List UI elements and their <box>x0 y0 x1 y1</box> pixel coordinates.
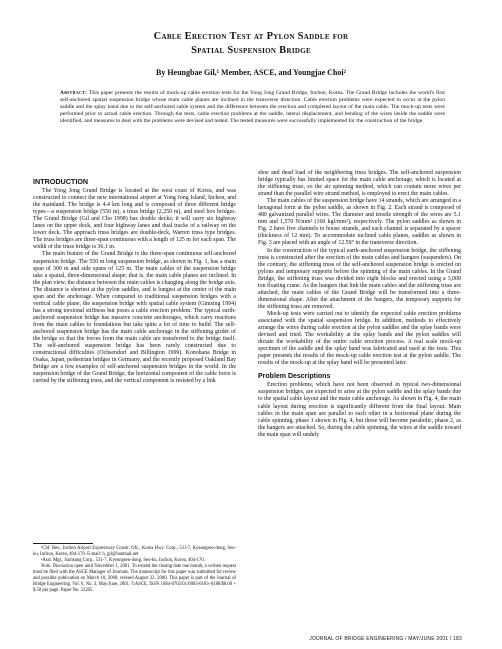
footnote-1: ¹Chf. Res., Inchon Airport Expressway Constr. Ofc., Korea Hwy. Corp., 531-7, Kyeongseo-dong, Seo-ku, Inchon, Korea, 404-170. E-mail: h_gil@hanmail.net <box>33 546 236 557</box>
right-column <box>258 170 461 439</box>
footnote-2: ²Asst. Mgr., Samsung Corp., 531-7, Kyeongseo-dong, Seo-ku, Inchon, Korea, 404-170. <box>41 558 205 563</box>
abstract-text: This paper presents the results of mock-up cable erection tests for the Yong Jong Grand Bridge, Inchon, Korea. The Grand Bridge includes the world's first self-anchored spatial suspension bridge whose main cable planes are inclined in the transverse direction. Cable erection problems were expected to occur at the pylon saddle and the splay band due to the self-anchored cable system and the difference between the erection and completed layout of the main cable. The mock-up tests were performed prior to actual cable erection. Through the tests, cable erection problems at the saddle, lateral displacement, and bending of the wires inside the saddle were identified, and measures to deal with the problems were devised and tested. The tested measures were successfully implemented for the construction of the bridge. <box>60 90 445 125</box>
left-paragraph-1: The Yong Jong Grand Bridge is located at the west coast of Korea, and was constructed to connect the new international airport at Yong Jong Island, Inchon, and the mainland. The bridge is 4.4 km long and is composed of three different bridge types—a suspension bridge (550 m), a truss bridge (2,250 m), and steel box bridges. The Grand Bridge (Gil and Cho 1998) has double decks; it will carry six highway lanes on the upper deck, and four highway lanes and dual tracks of a railway on the lower deck. The approach truss bridges are double-deck, Warren truss type bridges. The truss bridges are three-span continuous with a length of 125 m for each span. The width of the truss bridge is 36.1 m. <box>33 188 236 251</box>
intro-heading: INTRODUCTION <box>33 177 89 186</box>
right-paragraph-1: shoe and dead load of the neighboring truss bridges. The self-anchored suspension bridge typically has limited space for the main cable anchorage, which is located at the stiffening truss, so the air spinning method, which can contain more wires per strand than the parallel wire strand method, is employed to erect the main cables. <box>258 170 461 198</box>
abstract-label: Abstract: <box>60 90 88 96</box>
right-paragraph-2: The main cables of the suspension bridge have 14 strands, which are arranged in a hexagonal form at the pylon saddle, as shown in Fig. 2. Each strand is composed of 480 galvanized parallel wires. The diameter and tensile strength of the wires are 5.1 mm and 1,570 N/mm² (160 kgf/mm²), respectively. The pylon saddles as shown in Fig. 2 have five channels to house strands, and each channel is separated by a spacer (thickness of 12 mm). To accommodate inclined cable planes, saddles as shown in Fig. 3 are placed with an angle of 12.59° in the transverse direction. <box>258 198 461 247</box>
footnote-rule <box>33 543 93 544</box>
paper-title <box>0 30 502 58</box>
problem-heading: Problem Descriptions <box>258 373 331 381</box>
page-footer: JOURNAL OF BRIDGE ENGINEERING / MAY/JUNE 2001 / 183 <box>309 636 462 642</box>
left-paragraph-2: The main feature of the Grand Bridge is the three-span continuous self-anchored suspension bridge. The 550 m long suspension bridge, as shown in Fig. 1, has a main span of 300 m and side spans of 125 m. The main cables of the suspension bridge take a spatial, three-dimensional shape; that is, the main cable planes are inclined. In the plan view, the distance between the main cables is changing along the bridge axis. The distance is shortest at the pylon saddles, and is longest at the center of the main span and the anchorage. When compared to traditional suspension bridges with a vertical cable plane, the suspension bridge with spatial cable system (Gimsing 1994) has a strong torsional stiffness but poses a cable erection problem. The typical earth-anchored suspension bridge has massive concrete anchorages, which carry reactions from the main cables to foundations but take quite a lot of time to build. The self-anchored suspension bridge has the main cable anchorage in the stiffening girder of the bridge so that the forces from the main cable are transferred to the bridge itself. The self-anchored suspension bridge has been rarely constructed due to constructional difficulties (Ochsendorf and Billington 1999). Konohana Bridge in Osaka, Japan, pedestrian bridges in Germany, and the recently proposed Oakland Bay Bridge are a few examples of self-anchored suspension bridges in the world. In the suspension bridge of the Grand Bridge, the horizontal component of the cable force is carried by the stiffening truss, and the vertical component is resisted by a link <box>33 251 236 385</box>
right-paragraph-3: In the construction of the typical earth-anchored suspension bridge, the stiffening truss is constructed after the erection of the main cables and hangers (suspenders). On the contrary, the stiffening truss of the self-anchored suspension bridge is erected on pylons and temporary supports before the spinning of the main cables. In the Grand Bridge, the stiffening truss was divided into eight blocks and erected using a 3,000 ton floating crane. As the hangers that link the main cables and the stiffening truss are attached, the main cables of the Grand Bridge will be transformed into a three-dimensional shape. After the attachment of the hangers, the temporary supports for the stiffening truss are removed. <box>258 247 461 310</box>
footnotes <box>33 546 236 594</box>
footnote-note: Note. Discussion open until November 1, 2001. To extend the closing date one month, a written request must be filed with the ASCE Manager of Journals. The manuscript for this paper was submitted for review and possible publication on March 10, 2000; revised August 22, 2000. This paper is part of the Journal of Bridge Engineering, Vol. 6, No. 3, May/June, 2001. ©ASCE, ISSN 1084-0702/01/0003-0183–0188/$8.00 + $.50 per page. Paper No. 22205. <box>33 564 236 593</box>
title-line-1: Cable Erection Test at Pylon Saddle for <box>153 31 349 42</box>
abstract <box>60 90 445 125</box>
left-column <box>33 178 236 385</box>
right-paragraph-4: Mock-up tests were carried out to identify the expected cable erection problems associated with the spatial suspension bridge. In addition, methods to effectively arrange the wires during cable erection at the pylon saddles and the splay bands were devised and tried. The workability at the splay bands and the pylon saddles will dictate the workability of the entire cable erection process. A real scale mock-up specimen of the saddle and the splay band was fabricated and used at the tests. This paper presents the results of the mock-up cable erection test at the pylon saddle. The results of the mock-up at the splay band will be presented later. <box>258 310 461 367</box>
title-line-2: Spatial Suspension Bridge <box>191 45 311 56</box>
problem-paragraph-1: Erection problems, which have not been observed in typical two-dimensional suspension bridges, are expected to arise at the pylon saddle and the splay bands due to the spatial cable layout and the main cable anchorage. As shown in Fig. 4, the main cable layout during erection is significantly different from the final layout. Main cables in the main span are parallel to each other in a horizontal plane during the cable spinning, phase 1 shown in Fig. 4, but those will become parabolic, phase 2, as the hangers are attached. So, during the cable spinning, the wires at the saddle toward the main span will unduly <box>258 382 461 438</box>
authors-line: By Heungbae Gil,¹ Member, ASCE, and Youngjae Choi² <box>155 68 346 77</box>
